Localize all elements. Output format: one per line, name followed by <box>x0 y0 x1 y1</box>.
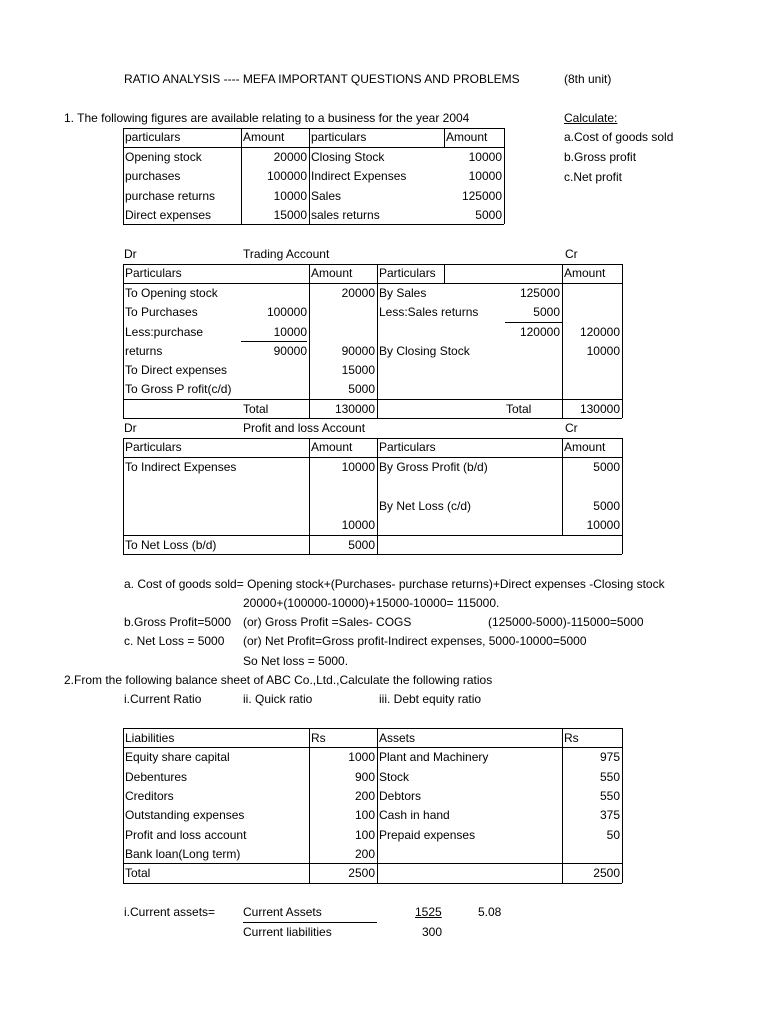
table-cell: 5000 <box>593 460 620 474</box>
table-cell: sales returns <box>311 208 380 222</box>
dr-label: Dr <box>124 421 137 435</box>
total-value: 130000 <box>334 402 375 416</box>
solution-line: c. Net Loss = 5000 <box>124 634 225 648</box>
table-cell: Plant and Machinery <box>379 750 489 764</box>
table-cell: 125000 <box>519 286 560 300</box>
table-cell: 100000 <box>266 169 307 183</box>
total-value: 2500 <box>593 866 620 880</box>
solution-line: So Net loss = 5000. <box>243 654 349 668</box>
table-cell: To Opening stock <box>125 286 218 300</box>
calculate-heading: Calculate: <box>564 111 618 125</box>
table-header: particulars <box>125 130 181 144</box>
table-cell: By Net Loss (c/d) <box>379 499 472 513</box>
table-cell: Stock <box>379 770 410 784</box>
table-cell: 375 <box>599 808 620 822</box>
ratio-item: ii. Quick ratio <box>243 692 313 706</box>
table-cell: 10000 <box>273 189 307 203</box>
table-cell: 5000 <box>593 499 620 513</box>
table-header: Rs <box>311 731 326 745</box>
table-cell: 15000 <box>273 208 307 222</box>
table-cell: 550 <box>599 770 620 784</box>
table-cell: purchases <box>125 169 181 183</box>
table-cell: 100 <box>354 828 375 842</box>
table-cell: 50 <box>606 828 620 842</box>
page-title: RATIO ANALYSIS ---- MEFA IMPORTANT QUESTIONS AND PROBLEMS <box>124 72 520 86</box>
dr-label: Dr <box>124 247 137 261</box>
total-value: 2500 <box>348 866 375 880</box>
table-cell: 100 <box>354 808 375 822</box>
table-cell: Indirect Expenses <box>311 169 407 183</box>
table-cell: Creditors <box>125 789 174 803</box>
table-cell: Opening stock <box>125 150 202 164</box>
table-cell: Less:purchase <box>125 325 204 339</box>
table-cell: By Sales <box>379 286 427 300</box>
table-cell: To Direct expenses <box>125 363 228 377</box>
table-header: Amount <box>564 440 606 454</box>
ratio-item: i.Current Ratio <box>124 692 202 706</box>
table-cell: 20000 <box>341 286 375 300</box>
table-header: Particulars <box>125 440 182 454</box>
calc-numerator-value: 1525 <box>415 905 442 919</box>
table-header: Particulars <box>379 440 436 454</box>
calc-result: 5.08 <box>478 905 502 919</box>
table-cell: 120000 <box>579 325 620 339</box>
solution-line: 20000+(100000-10000)+15000-10000= 115000. <box>243 596 500 610</box>
table-header: Rs <box>564 731 579 745</box>
table-cell: 5000 <box>348 382 375 396</box>
pl-account-title: Profit and loss Account <box>243 421 366 435</box>
table-cell: To Indirect Expenses <box>125 460 237 474</box>
cr-label: Cr <box>565 247 578 261</box>
table-cell: 5000 <box>533 305 560 319</box>
calculate-item: a.Cost of goods sold <box>564 130 674 144</box>
table-header: Amount <box>564 266 606 280</box>
table-cell: To Purchases <box>125 305 198 319</box>
table-header: Amount <box>311 266 353 280</box>
calc-denominator-value: 300 <box>422 925 443 939</box>
calc-denominator: Current liabilities <box>243 925 332 939</box>
table-cell: 90000 <box>341 344 375 358</box>
table-cell: Closing Stock <box>311 150 385 164</box>
table-cell: Outstanding expenses <box>125 808 245 822</box>
table-cell: Debtors <box>379 789 422 803</box>
total-label: Total <box>506 402 532 416</box>
ratio-item: iii. Debt equity ratio <box>379 692 482 706</box>
table-cell: 1000 <box>348 750 375 764</box>
calculate-item: b.Gross profit <box>564 150 637 164</box>
solution-line: a. Cost of goods sold= Opening stock+(Purchases- purchase returns)+Direct expenses -Closing stock <box>124 577 665 591</box>
table-cell: By Gross Profit (b/d) <box>379 460 488 474</box>
table-cell: 975 <box>599 750 620 764</box>
table-cell: 90000 <box>273 344 307 358</box>
table-header: Particulars <box>125 266 182 280</box>
table-header: Particulars <box>379 266 436 280</box>
table-cell: 550 <box>599 789 620 803</box>
table-cell: Sales <box>311 189 342 203</box>
solution-line: (or) Gross Profit =Sales- COGS <box>243 615 412 629</box>
table-cell: To Net Loss (b/d) <box>125 538 217 552</box>
table-cell: 10000 <box>468 150 502 164</box>
table-cell: 120000 <box>519 325 560 339</box>
table-cell: 900 <box>354 770 375 784</box>
table-cell: 10000 <box>586 344 620 358</box>
table-cell: Bank loan(Long term) <box>125 847 241 861</box>
trading-account-title: Trading Account <box>243 247 330 261</box>
total-value: 130000 <box>579 402 620 416</box>
table-cell: 200 <box>354 847 375 861</box>
table-cell: 100000 <box>266 305 307 319</box>
table-cell: Less:Sales returns <box>379 305 479 319</box>
calculate-item: c.Net profit <box>564 170 623 184</box>
table-header: Amount <box>446 130 488 144</box>
solution-line: b.Gross Profit=5000 <box>124 615 232 629</box>
question-2: 2.From the following balance sheet of ABC Co.,Ltd.,Calculate the following ratios <box>64 673 493 687</box>
table-cell: 5000 <box>475 208 502 222</box>
table-cell: 10000 <box>468 169 502 183</box>
total-label: Total <box>243 402 269 416</box>
table-header: Assets <box>379 731 416 745</box>
table-cell: Debentures <box>125 770 188 784</box>
table-cell: 20000 <box>273 150 307 164</box>
table-cell: Profit and loss account <box>125 828 247 842</box>
table-cell: 10000 <box>341 460 375 474</box>
calc-numerator: Current Assets <box>243 905 322 919</box>
calc-label: i.Current assets= <box>124 905 216 919</box>
total-value: 10000 <box>341 518 375 532</box>
total-value: 10000 <box>586 518 620 532</box>
table-cell: Prepaid expenses <box>379 828 476 842</box>
table-header: Liabilities <box>125 731 175 745</box>
solution-line: (125000-5000)-115000=5000 <box>488 615 644 629</box>
table-header: Amount <box>243 130 285 144</box>
question-1: 1. The following figures are available relating to a business for the year 2004 <box>64 111 470 125</box>
total-label: Total <box>125 866 151 880</box>
solution-line: (or) Net Profit=Gross profit-Indirect expenses, 5000-10000=5000 <box>243 634 587 648</box>
table-cell: Cash in hand <box>379 808 450 822</box>
table-cell: returns <box>125 344 163 358</box>
table-cell: Direct expenses <box>125 208 212 222</box>
table-cell: To Gross P rofit(c/d) <box>125 382 232 396</box>
table-cell: By Closing Stock <box>379 344 470 358</box>
table-cell: 10000 <box>273 325 307 339</box>
table-cell: 15000 <box>341 363 375 377</box>
table-cell: 125000 <box>461 189 502 203</box>
table-cell: purchase returns <box>125 189 216 203</box>
table-cell: Equity share capital <box>125 750 230 764</box>
table-header: Amount <box>311 440 353 454</box>
table-cell: 200 <box>354 789 375 803</box>
table-cell: 5000 <box>348 538 375 552</box>
unit-label: (8th unit) <box>564 72 612 86</box>
cr-label: Cr <box>565 421 578 435</box>
table-header: particulars <box>311 130 367 144</box>
